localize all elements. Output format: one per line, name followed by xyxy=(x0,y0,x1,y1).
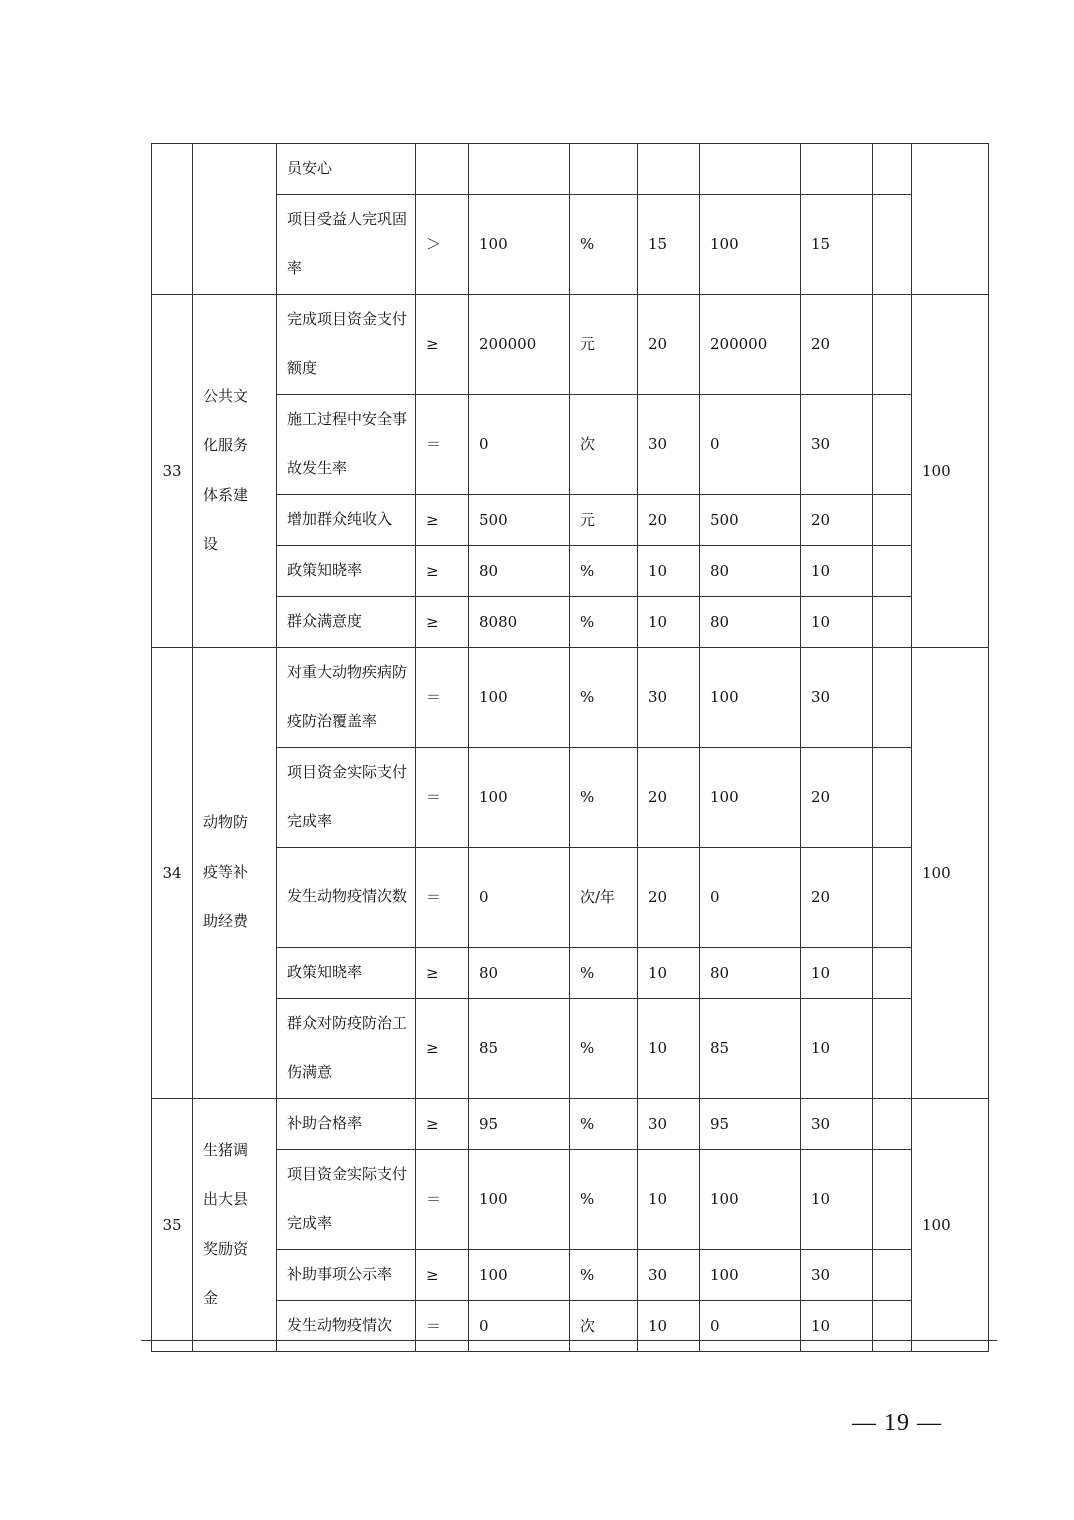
actual-cell: 0 xyxy=(700,394,801,494)
weight-cell: 20 xyxy=(638,294,700,394)
table-row xyxy=(152,847,989,947)
seq-cell: 34 xyxy=(152,647,193,1098)
note-cell xyxy=(873,847,912,947)
weight-cell: 30 xyxy=(638,394,700,494)
weight-cell: 10 xyxy=(638,998,700,1098)
total-score-cell: 100 xyxy=(912,1098,989,1351)
indicator-cell: 增加群众纯收入 xyxy=(277,494,416,545)
actual-cell: 80 xyxy=(700,545,801,596)
score-cell: 15 xyxy=(801,194,873,294)
indicator-cell: 项目资金实际支付完成率 xyxy=(277,747,416,847)
weight-cell: 10 xyxy=(638,596,700,647)
unit-cell: 元 xyxy=(570,294,638,394)
table-row xyxy=(152,294,989,394)
table-row xyxy=(152,1098,989,1149)
weight-cell: 20 xyxy=(638,747,700,847)
actual-cell: 200000 xyxy=(700,294,801,394)
target-cell xyxy=(469,144,570,195)
score-cell: 30 xyxy=(801,1249,873,1300)
unit-cell: % xyxy=(570,1149,638,1249)
score-cell: 20 xyxy=(801,494,873,545)
score-cell xyxy=(801,144,873,195)
indicator-cell: 对重大动物疾病防疫防治覆盖率 xyxy=(277,647,416,747)
score-cell: 20 xyxy=(801,747,873,847)
unit-cell: % xyxy=(570,647,638,747)
operator-cell xyxy=(416,144,469,195)
target-cell: 8080 xyxy=(469,596,570,647)
target-cell: 85 xyxy=(469,998,570,1098)
seq-cell: 35 xyxy=(152,1098,193,1351)
unit-cell: % xyxy=(570,947,638,998)
operator-cell: ＝ xyxy=(416,1300,469,1351)
indicator-cell: 补助合格率 xyxy=(277,1098,416,1149)
operator-cell: ≥ xyxy=(416,998,469,1098)
actual-cell: 100 xyxy=(700,194,801,294)
target-cell: 200000 xyxy=(469,294,570,394)
target-cell: 100 xyxy=(469,1149,570,1249)
operator-cell: ≥ xyxy=(416,545,469,596)
seq-cell xyxy=(152,144,193,295)
indicator-cell: 补助事项公示率 xyxy=(277,1249,416,1300)
note-cell xyxy=(873,194,912,294)
unit-cell: % xyxy=(570,194,638,294)
unit-cell: % xyxy=(570,1249,638,1300)
operator-cell: ＝ xyxy=(416,394,469,494)
actual-cell: 100 xyxy=(700,647,801,747)
score-cell: 30 xyxy=(801,394,873,494)
score-cell: 10 xyxy=(801,1149,873,1249)
note-cell xyxy=(873,1249,912,1300)
operator-cell: ≥ xyxy=(416,1249,469,1300)
target-cell: 0 xyxy=(469,847,570,947)
indicator-cell: 项目受益人完巩固率 xyxy=(277,194,416,294)
indicator-cell: 施工过程中安全事故发生率 xyxy=(277,394,416,494)
note-cell xyxy=(873,998,912,1098)
operator-cell: ≥ xyxy=(416,494,469,545)
actual-cell: 100 xyxy=(700,1249,801,1300)
note-cell xyxy=(873,394,912,494)
unit-cell xyxy=(570,144,638,195)
table-body xyxy=(152,144,989,1352)
note-cell xyxy=(873,294,912,394)
target-cell: 80 xyxy=(469,545,570,596)
page-number: — 19 — xyxy=(852,1410,942,1436)
target-cell: 500 xyxy=(469,494,570,545)
table-row xyxy=(152,596,989,647)
project-name-cell: 动物防疫等补助经费 xyxy=(193,647,277,1098)
score-cell: 10 xyxy=(801,596,873,647)
weight-cell: 20 xyxy=(638,847,700,947)
weight-cell: 10 xyxy=(638,1149,700,1249)
table-row xyxy=(152,494,989,545)
table-row xyxy=(152,747,989,847)
table-row xyxy=(152,1300,989,1351)
unit-cell: % xyxy=(570,1098,638,1149)
weight-cell: 10 xyxy=(638,947,700,998)
weight-cell: 10 xyxy=(638,545,700,596)
unit-cell: 次/年 xyxy=(570,847,638,947)
indicator-cell: 项目资金实际支付完成率 xyxy=(277,1149,416,1249)
target-cell: 0 xyxy=(469,1300,570,1351)
score-cell: 30 xyxy=(801,1098,873,1149)
table-row xyxy=(152,647,989,747)
actual-cell: 0 xyxy=(700,847,801,947)
operator-cell: ≥ xyxy=(416,1098,469,1149)
weight-cell: 20 xyxy=(638,494,700,545)
operator-cell: ＝ xyxy=(416,1149,469,1249)
performance-table xyxy=(151,143,989,1352)
actual-cell: 80 xyxy=(700,947,801,998)
table-row xyxy=(152,1249,989,1300)
score-cell: 30 xyxy=(801,647,873,747)
target-cell: 100 xyxy=(469,747,570,847)
target-cell: 100 xyxy=(469,647,570,747)
note-cell xyxy=(873,1300,912,1351)
unit-cell: % xyxy=(570,596,638,647)
indicator-cell: 政策知晓率 xyxy=(277,545,416,596)
target-cell: 0 xyxy=(469,394,570,494)
seq-cell: 33 xyxy=(152,294,193,647)
actual-cell: 500 xyxy=(700,494,801,545)
indicator-cell: 群众对防疫防治工伤满意 xyxy=(277,998,416,1098)
weight-cell: 30 xyxy=(638,1098,700,1149)
weight-cell: 30 xyxy=(638,647,700,747)
unit-cell: 次 xyxy=(570,1300,638,1351)
table-row xyxy=(152,394,989,494)
note-cell xyxy=(873,1098,912,1149)
actual-cell: 0 xyxy=(700,1300,801,1351)
note-cell xyxy=(873,747,912,847)
total-score-cell: 100 xyxy=(912,294,989,647)
target-cell: 100 xyxy=(469,1249,570,1300)
score-cell: 10 xyxy=(801,545,873,596)
score-cell: 10 xyxy=(801,947,873,998)
note-cell xyxy=(873,1149,912,1249)
actual-cell: 100 xyxy=(700,747,801,847)
target-cell: 100 xyxy=(469,194,570,294)
bottom-rule xyxy=(141,1340,997,1341)
indicator-cell: 发生动物疫情次数 xyxy=(277,847,416,947)
note-cell xyxy=(873,494,912,545)
actual-cell: 100 xyxy=(700,1149,801,1249)
operator-cell: ＝ xyxy=(416,747,469,847)
weight-cell: 30 xyxy=(638,1249,700,1300)
table-row xyxy=(152,144,989,195)
target-cell: 80 xyxy=(469,947,570,998)
weight-cell xyxy=(638,144,700,195)
operator-cell: ≥ xyxy=(416,596,469,647)
actual-cell: 85 xyxy=(700,998,801,1098)
operator-cell: ≥ xyxy=(416,947,469,998)
table-row xyxy=(152,194,989,294)
weight-cell: 10 xyxy=(638,1300,700,1351)
unit-cell: 次 xyxy=(570,394,638,494)
project-name-cell: 生猪调出大县奖励资金 xyxy=(193,1098,277,1351)
unit-cell: % xyxy=(570,545,638,596)
operator-cell: ＞ xyxy=(416,194,469,294)
note-cell xyxy=(873,144,912,195)
score-cell: 10 xyxy=(801,998,873,1098)
total-score-cell xyxy=(912,144,989,295)
indicator-cell: 发生动物疫情次 xyxy=(277,1300,416,1351)
project-name-cell xyxy=(193,144,277,295)
indicator-cell: 群众满意度 xyxy=(277,596,416,647)
actual-cell: 95 xyxy=(700,1098,801,1149)
indicator-cell: 员安心 xyxy=(277,144,416,195)
table-row xyxy=(152,1149,989,1249)
operator-cell: ＝ xyxy=(416,647,469,747)
target-cell: 95 xyxy=(469,1098,570,1149)
operator-cell: ≥ xyxy=(416,294,469,394)
score-cell: 20 xyxy=(801,847,873,947)
note-cell xyxy=(873,596,912,647)
indicator-cell: 政策知晓率 xyxy=(277,947,416,998)
unit-cell: % xyxy=(570,998,638,1098)
score-cell: 20 xyxy=(801,294,873,394)
note-cell xyxy=(873,947,912,998)
actual-cell xyxy=(700,144,801,195)
weight-cell: 15 xyxy=(638,194,700,294)
total-score-cell: 100 xyxy=(912,647,989,1098)
note-cell xyxy=(873,545,912,596)
actual-cell: 80 xyxy=(700,596,801,647)
note-cell xyxy=(873,647,912,747)
table-row xyxy=(152,998,989,1098)
table-row xyxy=(152,545,989,596)
score-cell: 10 xyxy=(801,1300,873,1351)
unit-cell: % xyxy=(570,747,638,847)
unit-cell: 元 xyxy=(570,494,638,545)
operator-cell: ＝ xyxy=(416,847,469,947)
table-row xyxy=(152,947,989,998)
project-name-cell: 公共文化服务体系建设 xyxy=(193,294,277,647)
indicator-cell: 完成项目资金支付额度 xyxy=(277,294,416,394)
